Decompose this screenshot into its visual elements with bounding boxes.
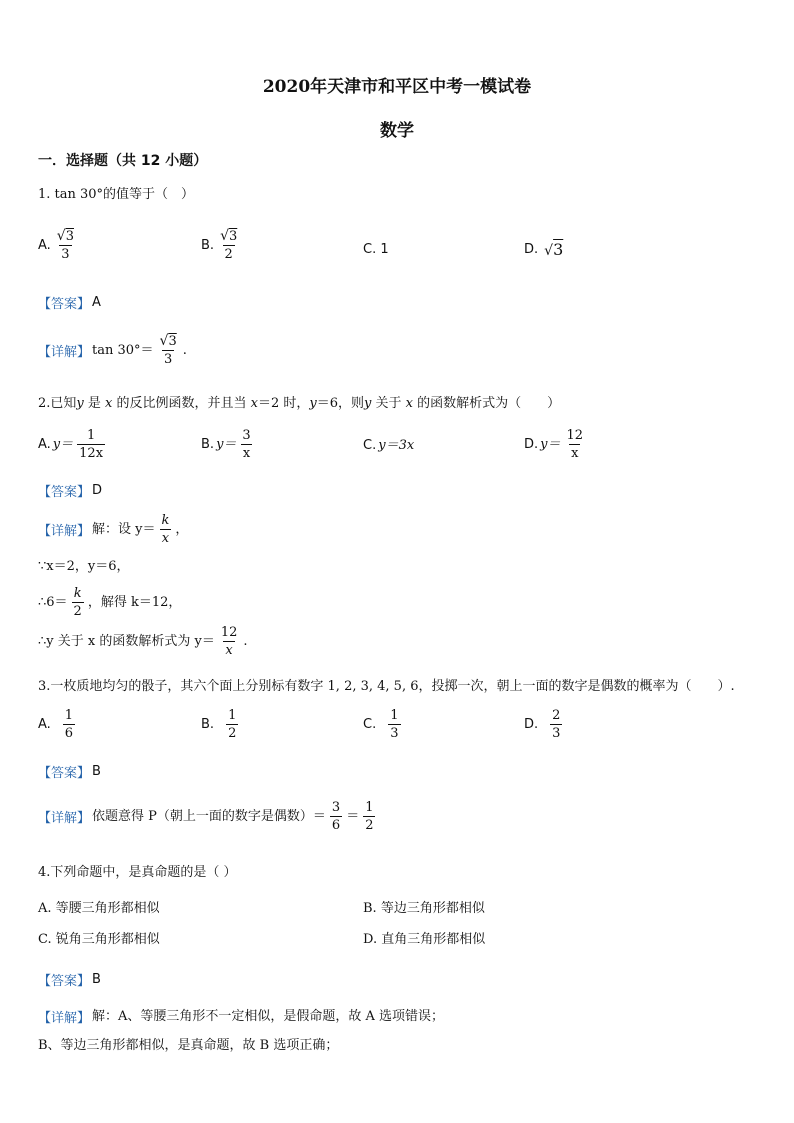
sqrt-icon: √	[544, 243, 554, 259]
q1-detail: 【详解】 tan 30°＝ $\frac{√3}{3}$ .	[38, 333, 187, 367]
answer-tag: 【答案】	[38, 974, 91, 989]
fraction: $\frac{3}{6}$	[331, 800, 341, 833]
question-1-stem: 1. tan 30°的值等于（ ）	[38, 187, 195, 202]
detail-tag: 【详解】	[38, 344, 91, 360]
question-2-stem: 2.已知y 是 x 的反比例函数，并且当 x＝2 时，y＝6，则y 关于 x 的函数解析式为（ ）	[38, 396, 561, 411]
answer-value: D	[92, 483, 103, 498]
fraction: $\frac{k}{2}$	[73, 586, 82, 619]
fraction: $\frac{1}{2}$	[228, 708, 237, 741]
fraction: $\frac{12}{x}$	[220, 625, 238, 658]
fraction: $\frac{1}{3}$	[390, 708, 399, 741]
detail-tag: 【详解】	[38, 1011, 91, 1026]
answer-tag: 【答案】	[38, 297, 91, 312]
q2-detail-line4: ∴y 关于 x 的函数解析式为 y＝ $\frac{12}{x}$ .	[38, 625, 248, 658]
answer-tag: 【答案】	[38, 766, 91, 781]
q1-option-b	[201, 228, 241, 262]
sqrt-icon: √	[159, 333, 169, 349]
fraction: $\frac{√3}{2}$	[220, 228, 238, 262]
q2-answer	[38, 481, 102, 500]
q4-detail-line1: 【详解】 解：A、等腰三角形不一定相似，是假命题，故 A 选项错误；	[38, 1009, 445, 1026]
option-label: D.	[524, 242, 539, 257]
q1-answer	[38, 293, 101, 312]
fraction: $\frac{√3}{3}$	[56, 228, 74, 262]
answer-value: A	[92, 295, 101, 310]
q4-option-a: A. 等腰三角形都相似	[38, 901, 160, 916]
answer-tag: 【答案】	[38, 485, 91, 500]
fraction: $\frac{1}{6}$	[64, 708, 74, 741]
q3-option-a: A. $\frac{1}{6}$	[38, 708, 74, 741]
detail-tag: 【详解】	[38, 524, 91, 539]
q4-option-d: D. 直角三角形都相似	[363, 932, 486, 947]
question-4-stem: 4.下列命题中，是真命题的是（ ）	[38, 865, 237, 880]
question-3-stem: 3.一枚质地均匀的骰子，其六个面上分别标有数字 1, 2, 3, 4, 5, 6，投掷一次，朝上一面的数字是偶数的概率为（ ）.	[38, 679, 735, 694]
q2-option-c: C. y＝3x	[363, 438, 415, 453]
paper-title: 2020年天津市和平区中考一模试卷	[262, 77, 532, 97]
q1-option-a	[38, 228, 78, 262]
q4-detail-line2: B、等边三角形都相似，是真命题，故 B 选项正确；	[38, 1038, 339, 1053]
option-label: B.	[201, 237, 215, 253]
sqrt-icon: √	[220, 228, 229, 244]
q2-detail-line1: 【详解】 解：设 y＝ $\frac{k}{x}$ ，	[38, 513, 189, 546]
option-label: A.	[38, 237, 51, 253]
q3-answer	[38, 762, 101, 781]
q2-option-d: D. y＝ $\frac{12}{x}$	[524, 428, 584, 461]
answer-value: B	[92, 764, 101, 779]
q2-detail-line2: ∵x＝2，y＝6，	[38, 559, 130, 574]
q3-option-c: C. $\frac{1}{3}$	[363, 708, 399, 741]
q4-option-c: C. 锐角三角形都相似	[38, 932, 160, 947]
fraction: $\frac{12}{x}$	[566, 428, 584, 461]
section-heading: 一．选择题（共 12 小题）	[38, 153, 208, 169]
q3-detail: 【详解】 依题意得 P（朝上一面的数字是偶数）＝ $\frac{3}{6}$ ＝ $\frac{1}{2}$	[38, 800, 374, 833]
q1-option-c: C. 1	[363, 242, 389, 257]
q2-detail-line3: ∴6＝ $\frac{k}{2}$ ，解得 k＝12，	[38, 586, 182, 619]
q2-option-b: B. y＝ $\frac{3}{x}$	[201, 428, 251, 461]
fraction: $\frac{1}{2}$	[365, 800, 374, 833]
q3-option-b: B. $\frac{1}{2}$	[201, 708, 237, 741]
detail-tag: 【详解】	[38, 811, 91, 826]
subject-title: 数学	[380, 121, 414, 141]
fraction: $\frac{2}{3}$	[552, 708, 561, 741]
q3-option-d: D. $\frac{2}{3}$	[524, 708, 561, 741]
q1-option-d: D. √3	[524, 240, 564, 259]
sqrt-icon: √	[56, 228, 66, 244]
fraction: $\frac{1}{12x}$	[79, 428, 104, 461]
q4-option-b: B. 等边三角形都相似	[363, 901, 485, 916]
fraction: $\frac{3}{x}$	[242, 428, 251, 461]
fraction: $\frac{k}{x}$	[161, 513, 170, 546]
fraction: $\frac{√3}{3}$	[159, 333, 177, 367]
answer-value: B	[92, 972, 101, 987]
q4-answer	[38, 970, 101, 989]
q2-option-a: A. y＝ $\frac{1}{12x}$	[38, 428, 104, 461]
